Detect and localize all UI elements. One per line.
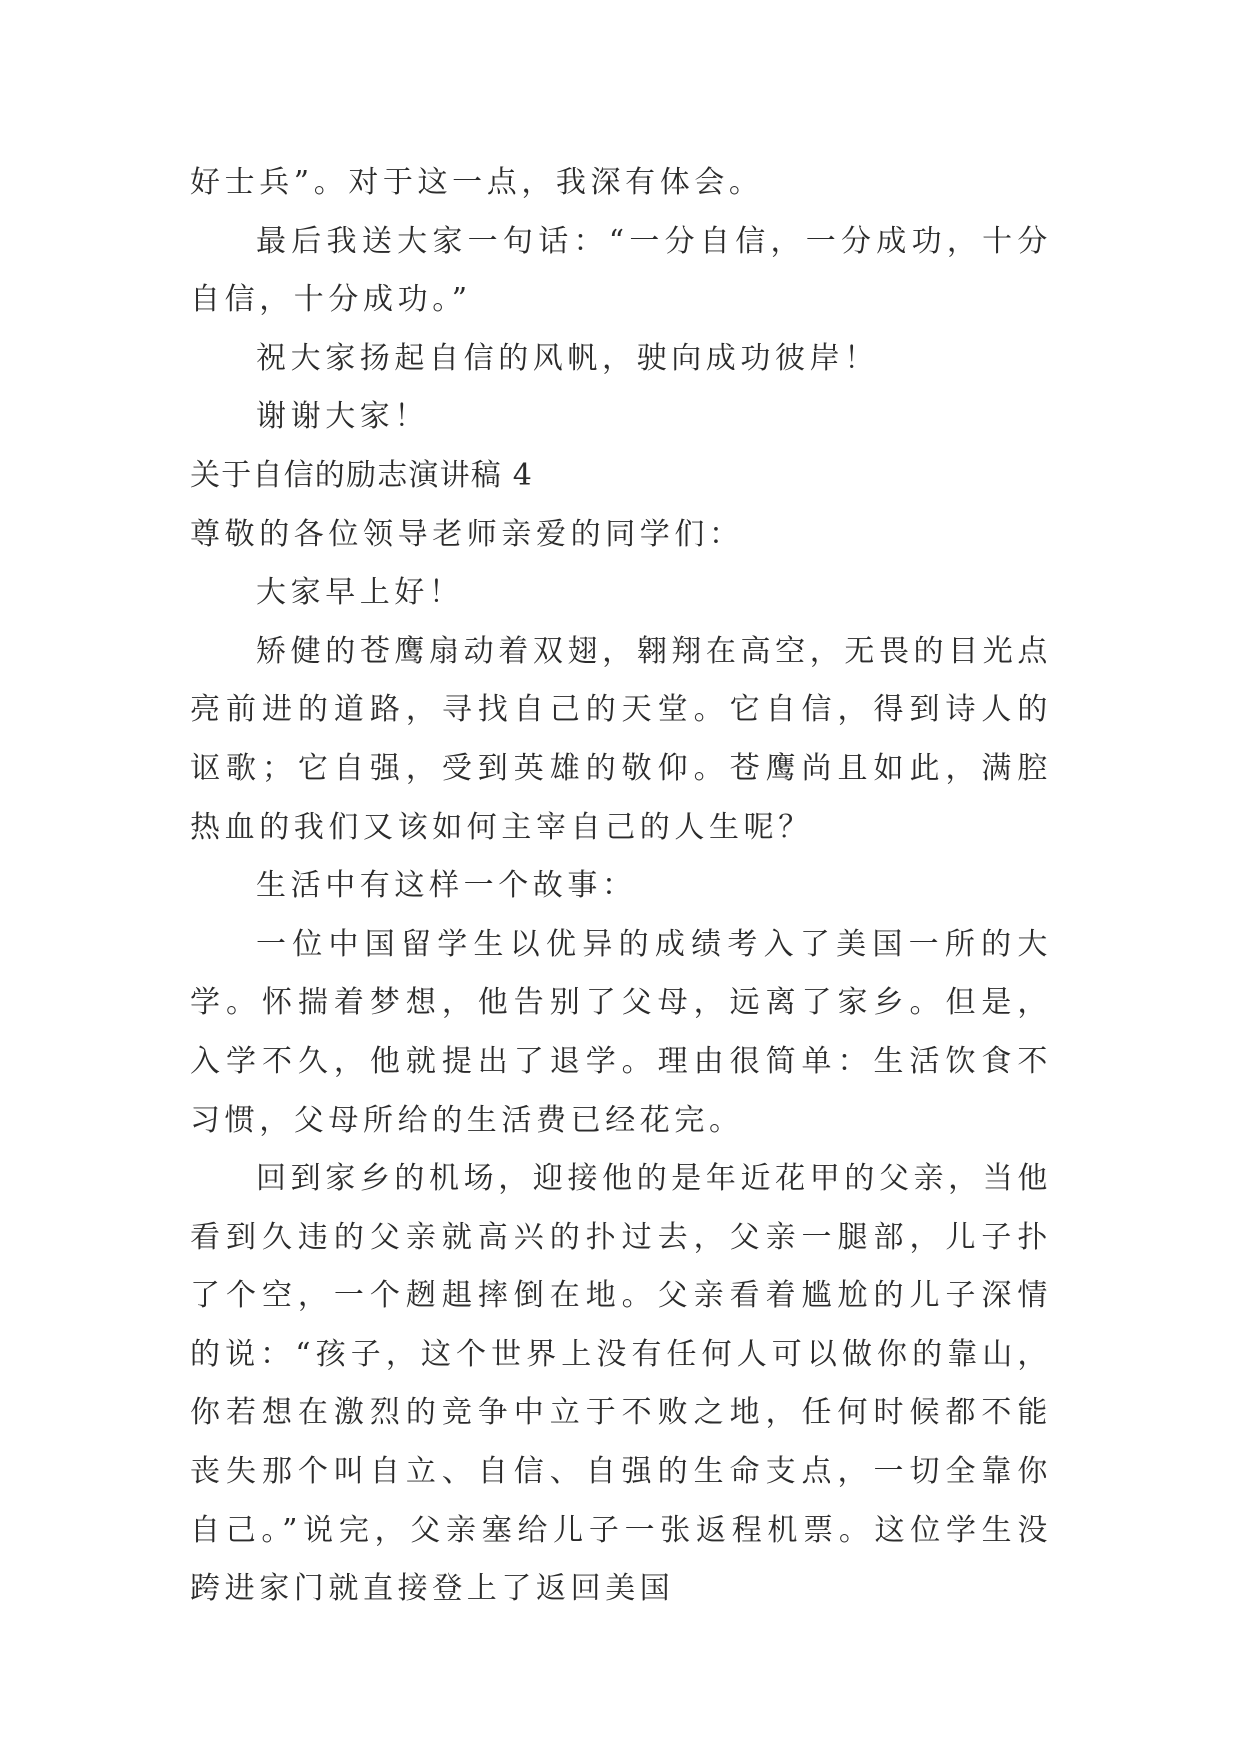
paragraph: 一位中国留学生以优异的成绩考入了美国一所的大学。怀揣着梦想，他告别了父母，远离了家乡。但是，入学不久，他就提出了退学。理由很简单：生活饮食不习惯，父母所给的生活费已经花完。 [190, 926, 1052, 1138]
paragraph: 最后我送大家一句话：“一分自信，一分成功，十分自信，十分成功。” [190, 223, 1052, 318]
paragraph: 大家早上好！ [256, 575, 464, 611]
paragraph: 谢谢大家！ [256, 399, 429, 435]
section-title: 关于自信的励志演讲稿 4 [190, 457, 534, 493]
paragraph: 矫健的苍鹰扇动着双翅，翱翔在高空，无畏的目光点亮前进的道路，寻找自己的天堂。它自信，得到诗人的讴歌；它自强，受到英雄的敬仰。苍鹰尚且如此，满腔热血的我们又该如何主宰自己的人生呢？ [190, 633, 1052, 845]
paragraph: 生活中有这样一个故事： [256, 868, 637, 904]
paragraph: 回到家乡的机场，迎接他的是年近花甲的父亲，当他看到久违的父亲就高兴的扑过去，父亲一腿部，儿子扑了个空，一个趔趄摔倒在地。父亲看着尴尬的儿子深情的说：“孩子，这个世界上没有任何人可以做你的靠山，你若想在激烈的竞争中立于不败之地，任何时候都不能丧失那个叫自立、自信、自强的生命支点，一切全靠你自己。”说完，父亲塞给儿子一张返程机票。这位学生没跨进家门就直接登上了返回美国 [190, 1161, 1052, 1607]
paragraph: 好士兵”。对于这一点，我深有体会。 [190, 165, 764, 200]
salutation: 尊敬的各位领导老师亲爱的同学们： [190, 516, 744, 552]
paragraph: 祝大家扬起自信的风帆，驶向成功彼岸！ [256, 340, 879, 376]
document-body [190, 154, 1052, 1619]
